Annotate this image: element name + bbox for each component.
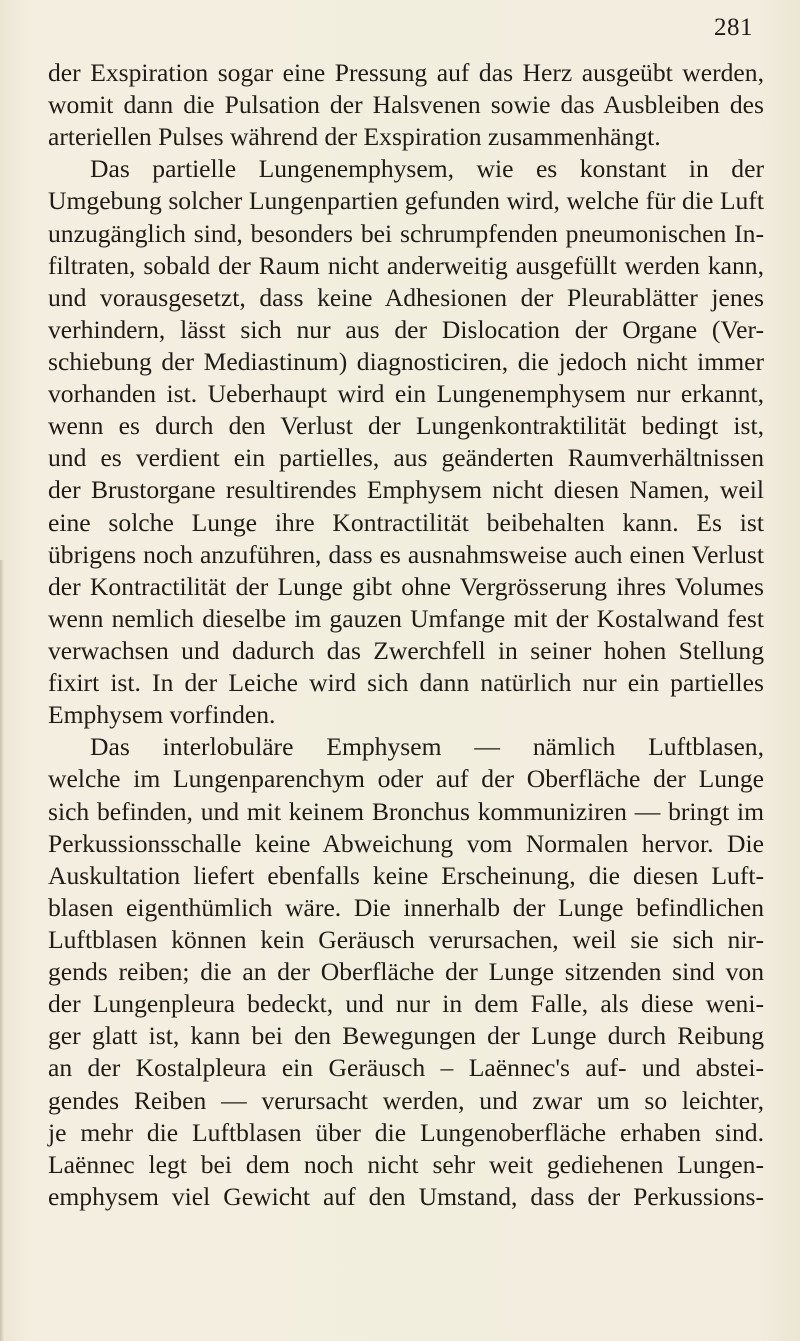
text-line: gendes Reiben — verursacht werden, und zwar um so leichter, xyxy=(48,1085,764,1115)
text-line: an der Kostalpleura ein Geräusch – Laënnec's auf- und abstei- xyxy=(48,1053,764,1083)
page-number: 281 xyxy=(714,14,753,41)
page-edge-shadow xyxy=(0,560,4,1341)
text-line: Umgebung solcher Lungenpartien gefunden wird, welche für die Luft xyxy=(48,186,764,216)
text-line: und vorausgesetzt, dass keine Adhesionen der Pleurablätter jenes xyxy=(48,282,764,312)
text-line: Emphysem vorfinden. xyxy=(48,700,276,730)
text-line: verwachsen und dadurch das Zwerchfell in seiner hohen Stellung xyxy=(48,635,764,665)
text-line: schiebung der Mediastinum) diagnosticiren, die jedoch nicht immer xyxy=(48,346,764,376)
text-line: der Exspiration sogar eine Pressung auf das Herz ausgeübt werden, xyxy=(48,58,764,87)
text-line: der Kontractilität der Lunge gibt ohne Vergrösserung ihres Volumes xyxy=(48,571,764,601)
text-line: verhindern, lässt sich nur aus der Dislocation der Organe (Ver- xyxy=(48,314,764,344)
text-line: Auskultation liefert ebenfalls keine Erscheinung, die diesen Luft- xyxy=(48,860,764,890)
text-line: emphysem viel Gewicht auf den Umstand, dass der Perkussions- xyxy=(48,1181,764,1211)
text-line: übrigens noch anzuführen, dass es ausnahmsweise auch einen Verlust xyxy=(48,539,764,569)
text-line: arteriellen Pulses während der Exspiration zusammenhängt. xyxy=(48,122,661,152)
text-line: unzugänglich sind, besonders bei schrumpfenden pneumonischen In- xyxy=(48,218,764,248)
text-line: Das interlobuläre Emphysem — nämlich Luftblasen, xyxy=(90,732,764,762)
text-line: der Brustorgane resultirendes Emphysem nicht diesen Namen, weil xyxy=(48,475,764,505)
text-line: Das partielle Lungenemphysem, wie es konstant in der xyxy=(90,154,764,184)
text-line: Luftblasen können kein Geräusch verursachen, weil sie sich nir- xyxy=(48,924,764,954)
text-line: Laënnec legt bei dem noch nicht sehr weit gediehenen Lungen- xyxy=(48,1149,764,1179)
text-line: fixirt ist. In der Leiche wird sich dann natürlich nur ein partielles xyxy=(48,668,764,698)
text-line: sich befinden, und mit keinem Bronchus kommuniziren — bringt im xyxy=(48,796,764,826)
body-text xyxy=(48,57,764,1213)
text-line: vorhanden ist. Ueberhaupt wird ein Lungenemphysem nur erkannt, xyxy=(48,379,764,409)
text-line: blasen eigenthümlich wäre. Die innerhalb der Lunge befindlichen xyxy=(48,892,764,922)
text-line: und es verdient ein partielles, aus geänderten Raumverhältnissen xyxy=(48,443,764,473)
text-line: je mehr die Luftblasen über die Lungenoberfläche erhaben sind. xyxy=(48,1117,764,1147)
text-line: gends reiben; die an der Oberfläche der Lunge sitzenden sind von xyxy=(48,957,764,987)
text-line: Perkussionsschalle keine Abweichung vom Normalen hervor. Die xyxy=(48,828,764,858)
text-line: womit dann die Pulsation der Halsvenen sowie das Ausbleiben des xyxy=(48,90,764,120)
text-line: welche im Lungenparenchym oder auf der Oberfläche der Lunge xyxy=(48,764,764,794)
text-line: filtraten, sobald der Raum nicht anderweitig ausgefüllt werden kann, xyxy=(48,250,764,280)
text-line: ger glatt ist, kann bei den Bewegungen der Lunge durch Reibung xyxy=(48,1021,764,1051)
text-line: eine solche Lunge ihre Kontractilität beibehalten kann. Es ist xyxy=(48,507,764,537)
text-line: wenn nemlich dieselbe im gauzen Umfange mit der Kostalwand fest xyxy=(48,603,764,633)
text-line: der Lungenpleura bedeckt, und nur in dem Falle, als diese weni- xyxy=(48,989,764,1019)
text-line: wenn es durch den Verlust der Lungenkontraktilität bedingt ist, xyxy=(48,411,764,441)
